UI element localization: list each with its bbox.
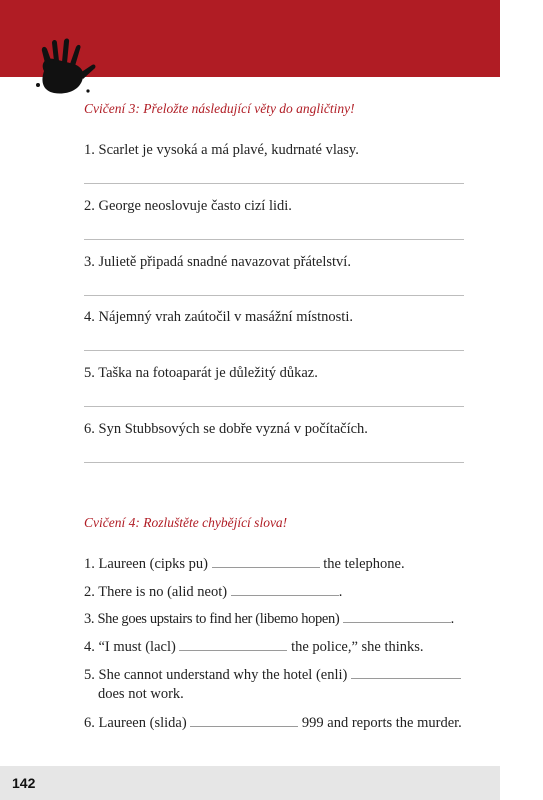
answer-line-3[interactable]: [84, 295, 464, 296]
ex4-item-3: [84, 610, 454, 628]
ex3-sentence-1: 1. Scarlet je vysoká a má plavé, kudrnaté vlasy.: [84, 142, 359, 158]
answer-line-2[interactable]: [84, 239, 464, 240]
ex4-item-4-before: 4. “I must (lacl): [84, 639, 176, 655]
ex4-item-1-before: 1. Laureen (cipks pu): [84, 556, 209, 572]
answer-line-6[interactable]: [84, 462, 464, 463]
ex4-item-4-after: the police,” she thinks.: [291, 639, 424, 655]
answer-line-4[interactable]: [84, 350, 464, 351]
ex4-item-5-before: 5. She cannot understand why the hotel (enli): [84, 667, 348, 683]
ex3-sentence-6: 6. Syn Stubbsových se dobře vyzná v počítačích.: [84, 421, 368, 437]
ex4-item-6-after: 999 and reports the murder.: [301, 715, 462, 731]
ex4-blank-2[interactable]: [231, 583, 339, 596]
ex3-sentence-2: 2. George neoslovuje často cizí lidi.: [84, 198, 292, 214]
answer-line-1[interactable]: [84, 183, 464, 184]
ex4-item-2-after: .: [338, 584, 343, 600]
ex4-item-5: [84, 666, 461, 684]
exercise4-title: Cvičení 4: Rozluštěte chybějící slova!: [84, 515, 288, 530]
ex4-item-6-before: 6. Laureen (slida): [84, 715, 187, 731]
ex4-item-3-before: 3. She goes upstairs to find her (libemo hopen): [84, 611, 340, 627]
ex4-blank-1[interactable]: [212, 555, 320, 568]
ex3-sentence-3: 3. Julietě připadá snadné navazovat přátelství.: [84, 254, 351, 270]
footer-bar: [0, 766, 500, 800]
ex4-blank-3[interactable]: [343, 610, 451, 623]
ex4-item-2: [84, 583, 342, 601]
ex4-blank-6[interactable]: [190, 714, 298, 727]
ex4-item-1-after: the telephone.: [323, 556, 405, 572]
ex4-item-2-before: 2. There is no (alid neot): [84, 584, 228, 600]
handprint-icon: [30, 33, 100, 103]
ex4-item-4: [84, 638, 424, 656]
ex4-item-5-line2: does not work.: [98, 686, 184, 702]
page-number: 142: [12, 775, 36, 791]
ex4-blank-4[interactable]: [179, 638, 287, 651]
ex4-item-1: [84, 555, 405, 573]
ex3-sentence-4: 4. Nájemný vrah zaútočil v masážní místnosti.: [84, 309, 353, 325]
ex4-item-6: [84, 714, 462, 732]
ex3-sentence-5: 5. Taška na fotoaparát je důležitý důkaz.: [84, 365, 318, 381]
answer-line-5[interactable]: [84, 406, 464, 407]
exercise3-title: Cvičení 3: Přeložte následující věty do angličtiny!: [84, 101, 355, 116]
ex4-blank-5[interactable]: [351, 666, 461, 679]
ex4-item-3-after: .: [450, 611, 454, 627]
